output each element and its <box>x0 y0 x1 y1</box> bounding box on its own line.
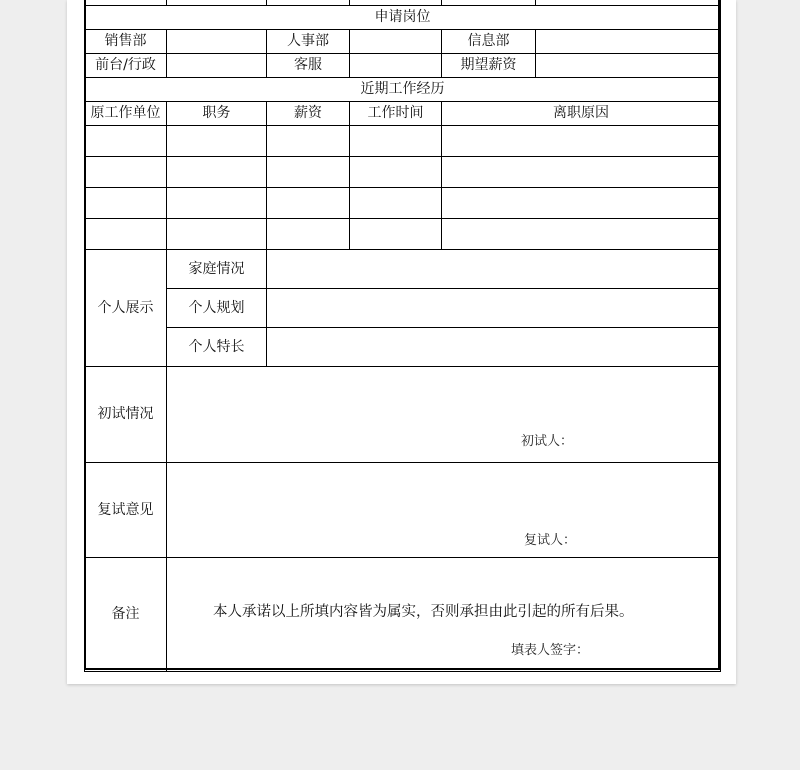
reason-cell[interactable] <box>442 156 721 187</box>
work-history-row <box>85 218 721 249</box>
second-interview-row <box>85 462 721 557</box>
position-option-it: 信息部 <box>442 29 536 53</box>
personal-section-label: 个人展示 <box>85 249 167 366</box>
reason-cell[interactable] <box>442 125 721 156</box>
remarks-statement: 本人承诺以上所填内容皆为属实，否则承担由此引起的所有后果。 <box>213 603 634 620</box>
position-option-sales: 销售部 <box>85 29 167 53</box>
remarks-field[interactable] <box>167 557 721 671</box>
position-option-admin: 前台/行政 <box>85 53 167 77</box>
employer-cell[interactable] <box>85 218 167 249</box>
position-option-service: 客服 <box>267 53 350 77</box>
job-title-cell[interactable] <box>167 156 267 187</box>
first-interview-field[interactable] <box>167 366 721 462</box>
job-title-cell[interactable] <box>167 125 267 156</box>
apply-position-title: 申请岗位 <box>85 5 721 29</box>
expected-salary-field[interactable] <box>536 53 721 77</box>
personal-family-field[interactable] <box>267 249 721 288</box>
header-job-title: 职务 <box>167 101 267 125</box>
form-table <box>84 0 721 672</box>
employer-cell[interactable] <box>85 187 167 218</box>
personal-plan-field[interactable] <box>267 288 721 327</box>
first-interview-row <box>85 366 721 462</box>
second-interview-label: 复试意见 <box>85 462 167 557</box>
period-cell[interactable] <box>350 156 442 187</box>
first-interview-label: 初试情况 <box>85 366 167 462</box>
position-row-2 <box>85 53 721 77</box>
job-title-cell[interactable] <box>167 187 267 218</box>
first-interviewer-signature-label: 初试人： <box>521 433 574 449</box>
remarks-row <box>85 557 721 671</box>
period-cell[interactable] <box>350 218 442 249</box>
header-leaving-reason: 离职原因 <box>442 101 721 125</box>
position-it-field[interactable] <box>536 29 721 53</box>
header-salary: 薪资 <box>267 101 350 125</box>
personal-skills-label: 个人特长 <box>167 327 267 366</box>
personal-family-label: 家庭情况 <box>167 249 267 288</box>
work-history-header-row <box>85 101 721 125</box>
personal-skills-field[interactable] <box>267 327 721 366</box>
header-work-period: 工作时间 <box>350 101 442 125</box>
period-cell[interactable] <box>350 125 442 156</box>
position-hr-field[interactable] <box>350 29 442 53</box>
expected-salary-label: 期望薪资 <box>442 53 536 77</box>
salary-cell[interactable] <box>267 125 350 156</box>
position-sales-field[interactable] <box>167 29 267 53</box>
employer-cell[interactable] <box>85 156 167 187</box>
position-row-1 <box>85 29 721 53</box>
personal-row-plan <box>85 288 721 327</box>
work-history-row <box>85 125 721 156</box>
reason-cell[interactable] <box>442 187 721 218</box>
applicant-signature-label: 填表人签字： <box>511 642 590 658</box>
work-history-title: 近期工作经历 <box>85 77 721 101</box>
personal-row-skills <box>85 327 721 366</box>
position-option-hr: 人事部 <box>267 29 350 53</box>
reason-cell[interactable] <box>442 218 721 249</box>
work-history-row <box>85 187 721 218</box>
personal-plan-label: 个人规划 <box>167 288 267 327</box>
salary-cell[interactable] <box>267 156 350 187</box>
second-interviewer-signature-label: 复试人： <box>524 532 577 548</box>
application-form <box>84 0 720 670</box>
job-title-cell[interactable] <box>167 218 267 249</box>
second-interview-field[interactable] <box>167 462 721 557</box>
personal-row-family <box>85 249 721 288</box>
employer-cell[interactable] <box>85 125 167 156</box>
salary-cell[interactable] <box>267 187 350 218</box>
remarks-label: 备注 <box>85 557 167 671</box>
position-admin-field[interactable] <box>167 53 267 77</box>
salary-cell[interactable] <box>267 218 350 249</box>
header-previous-employer: 原工作单位 <box>85 101 167 125</box>
work-history-row <box>85 156 721 187</box>
period-cell[interactable] <box>350 187 442 218</box>
position-service-field[interactable] <box>350 53 442 77</box>
